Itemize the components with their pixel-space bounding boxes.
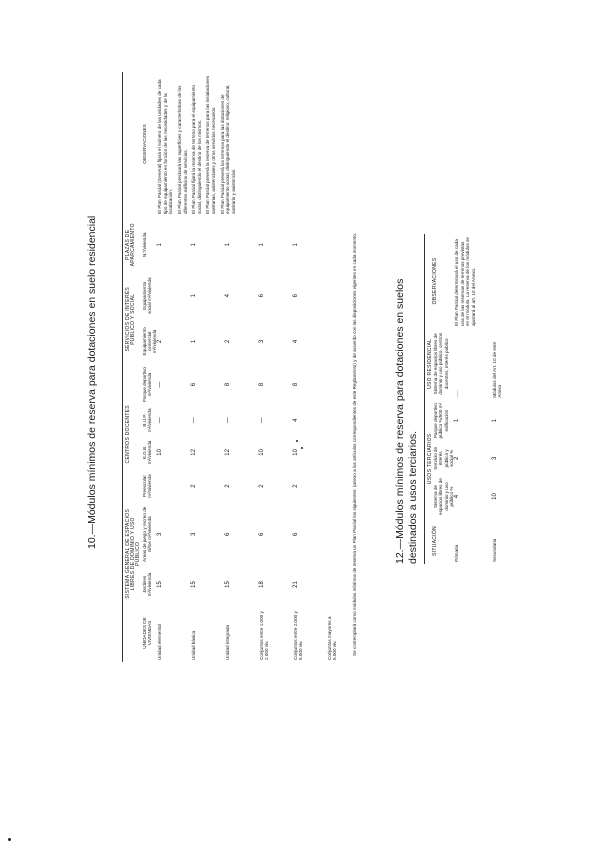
row-label: Conjuntos mayores a 5.000 viv. <box>327 616 338 660</box>
cell: 4 <box>293 339 300 344</box>
rotated-page <box>22 24 582 824</box>
cell: 10 <box>259 449 266 456</box>
cell: 2 <box>157 339 164 344</box>
cell: — <box>157 417 164 424</box>
cell: 4 <box>293 418 300 422</box>
cell: 2 <box>293 484 300 488</box>
cell: 1 <box>454 418 461 423</box>
col-header: Áreas de juego y recreo de niños m²/vivienda <box>141 506 152 562</box>
cell: 12 <box>225 449 232 456</box>
col-header: Sistema de espacios libres de dominio y uso público, centros docentes, interés público <box>433 332 449 395</box>
cell: 10 <box>492 493 499 500</box>
col-header: OBSERVACIONES <box>141 124 147 164</box>
col-header: SITUACIÓN <box>432 526 439 556</box>
scan-mark <box>301 447 303 449</box>
row-label: Primaria <box>454 544 460 562</box>
header-usos-terciarios: USOS TERCIARIOS <box>427 433 433 485</box>
cell: 1 <box>225 243 232 247</box>
cell <box>157 274 191 318</box>
cell: 1 <box>293 243 300 247</box>
cell <box>327 365 349 404</box>
table2-title: 12.—Módulos mínimos de reserva para dotaciones en suelos destinados a usos terciarios. <box>394 278 419 564</box>
header-centros-docentes: CENTROS DOCENTES <box>125 405 131 464</box>
cell <box>327 404 349 436</box>
observacion: El Plan Parcial precisará las superficies y características de los diferentes edificios de servicios. <box>177 85 188 214</box>
scan-mark <box>296 440 298 442</box>
col-header: Servicio de interés público y social % <box>433 446 454 470</box>
table1-title: 10.—Módulos mínimos de reserva para dotaciones en suelo residencial <box>86 215 98 549</box>
cell: 8 <box>225 382 232 387</box>
observaciones-cell <box>157 72 349 216</box>
table1-column-header-row <box>142 72 158 662</box>
cell: 2 <box>454 456 461 461</box>
cell: 8 <box>259 382 266 387</box>
cell: Módulos del Art. 10 de este Anexo <box>492 342 503 398</box>
col-header: Sistema de espacios libres de dominio y uso público % <box>433 478 454 515</box>
row-label: Secundaria <box>492 538 498 562</box>
cell: — <box>259 417 266 424</box>
scan-mark <box>8 838 11 841</box>
cell <box>327 436 349 468</box>
cell: 6 <box>191 382 198 387</box>
cell: 2 <box>259 484 266 488</box>
cell: 2 <box>225 484 232 488</box>
cell: 10 <box>157 449 164 456</box>
table2-top-rule <box>424 234 425 564</box>
cell: — <box>225 417 232 424</box>
cell: 6 <box>259 294 266 298</box>
cell <box>327 469 349 504</box>
cell: — <box>157 381 164 388</box>
row-label: Conjuntos entre 2.000 y 5.000 viv. <box>293 611 304 660</box>
col-header: B.U.P. m²/vivienda <box>141 408 152 432</box>
cell: 3 <box>259 339 266 344</box>
col-header: Parque deportivo público %/500 m² edificación <box>433 402 449 439</box>
header-uso-residencial: USO RESIDENCIAL <box>427 338 433 389</box>
row-label: Unidad elemental <box>157 624 163 660</box>
col-header: Preescolar m²/vivienda <box>141 474 152 498</box>
table1-footnote: Se contemplará como módulos mínimos de reserva un Plan Parcial los siguientes: (anexo a los artículos correspondientes de este Reglamento) y de acuerdo con las disposiciones vigentes en cada momento. <box>352 232 357 656</box>
table2-column-header-row <box>433 234 454 564</box>
cell: 15 <box>225 581 232 588</box>
cell: 3 <box>157 532 164 536</box>
cell: 2 <box>225 339 232 344</box>
row-label: Conjuntos entre 1.000 y 2.000 viv. <box>259 611 270 660</box>
cell: 1 <box>191 243 198 247</box>
cell: 6 <box>293 532 300 536</box>
cell: 1 <box>191 294 198 298</box>
col-header: Equipamiento comercial m²/vivienda <box>141 327 158 356</box>
cell: ...... <box>454 390 460 398</box>
row-label: Unidad básica <box>191 630 197 660</box>
table1-top-rule <box>122 72 123 662</box>
cell: 1 <box>157 243 164 247</box>
cell: 3 <box>191 532 198 536</box>
observaciones-cell: El Plan Parcial determinará el uso de cada una de las reservas de terrenos previstas en el módulo. La reserva de los módulos se ajustará al art. 10 del Anexo. <box>454 237 476 326</box>
observacion: El Plan Parcial fijará la reserva de terreno para el equipamiento social, distinguiendo el destino de los mismos. <box>191 85 202 214</box>
col-header: Parque deportivo m²/vivienda <box>141 367 152 403</box>
row-label: Unidad integrada <box>225 625 231 660</box>
table-row <box>454 234 492 564</box>
cell: 6 <box>225 532 232 536</box>
col-header: E.G.B. m²/vivienda <box>141 440 152 465</box>
cell <box>327 565 349 604</box>
col-header: UNIDADES DE VIVIENDAS <box>141 617 152 649</box>
col-header: Equipamiento social m²/vivienda <box>141 277 152 314</box>
cell <box>157 469 191 504</box>
cell <box>327 216 349 274</box>
cell: 15 <box>191 581 198 588</box>
header-sistema-general: SISTEMA GENERAL DE ESPACIOS LIBRES DE DOMINIO Y USO PÚBLICO <box>125 508 142 599</box>
cell: 1 <box>191 339 198 344</box>
cell: 4 <box>225 294 232 298</box>
col-header: OBSERVACIONES <box>432 257 439 305</box>
observacion: El Plan Parcial (General) fijará el número de las unidades de cada tipo de equipamiento en función de las necesidades y de la localización. <box>157 79 174 214</box>
cell: 6 <box>293 294 300 298</box>
cell: 6 <box>259 532 266 536</box>
cell: 1 <box>259 243 266 247</box>
table1 <box>126 72 349 662</box>
observacion: El Plan Parcial preverá los terrenos para las dotaciones de equipamiento social, distinguiendo el destino: religioso, cultural, sanitario y asistencial. <box>219 84 236 214</box>
cell: 4 <box>454 494 461 499</box>
cell: 2 <box>191 484 198 488</box>
table-row <box>157 72 191 662</box>
cell: 10 <box>293 449 300 456</box>
cell: 12 <box>191 449 198 456</box>
cell: 8 <box>293 382 300 387</box>
cell: 18 <box>259 581 266 588</box>
col-header: Jardines m²/vivienda <box>141 572 152 597</box>
cell: 1 <box>492 418 499 423</box>
header-aparcamiento: PLAZAS DE APARCAMIENTO <box>125 223 137 267</box>
cell: — <box>191 417 198 424</box>
cell <box>327 504 349 565</box>
cell <box>327 274 349 318</box>
table2 <box>428 234 530 564</box>
observacion: El Plan Parcial preverá la reserva de terrenos para las instalaciones sanitarias, asistenciales y otros servicios necesarios. <box>205 75 216 214</box>
cell <box>327 318 349 365</box>
cell: 21 <box>293 581 300 588</box>
cell: 15 <box>157 581 164 588</box>
header-servicios-interes: SERVICIOS DE INTERÉS PÚBLICO Y SOCIAL <box>125 286 137 352</box>
cell: 3 <box>492 456 499 461</box>
col-header: N.º/vivienda <box>141 232 147 257</box>
table1-group-header-row <box>126 72 142 662</box>
